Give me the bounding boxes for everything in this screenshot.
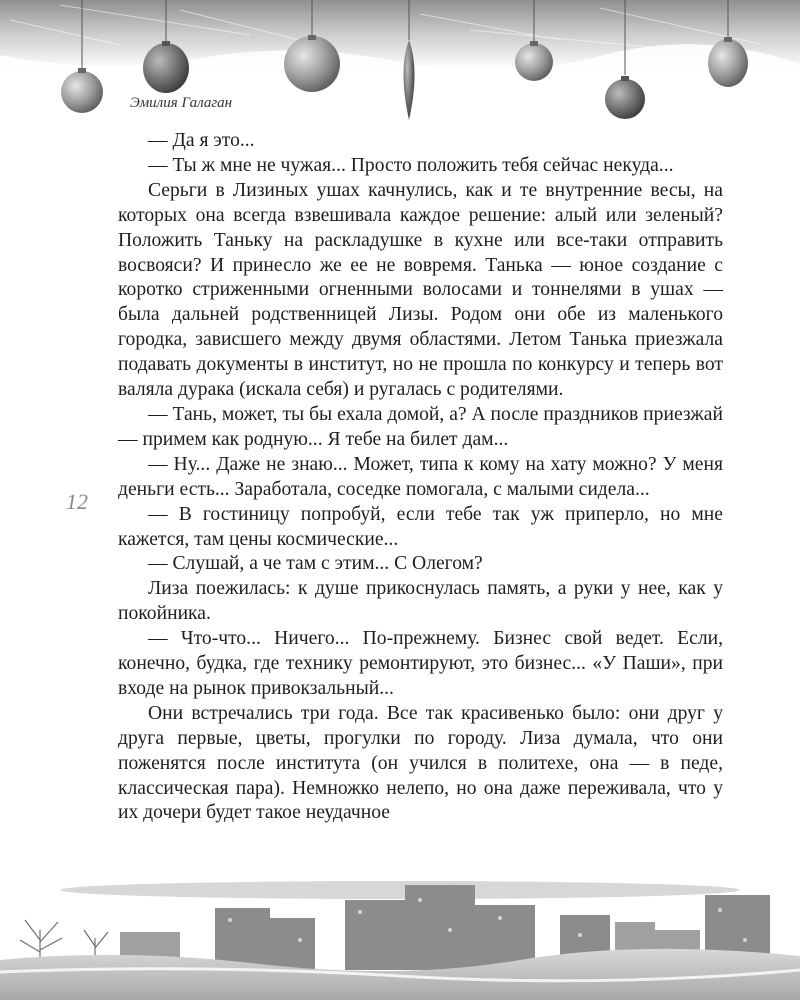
page-number: 12 — [66, 489, 88, 514]
paragraph: — Ну... Даже не знаю... Может, типа к кому на хату можно? У меня деньги есть... Заработала, соседке помогала, с малыми сидела... — [118, 453, 723, 500]
paragraph: — Что-что... Ничего... По-прежнему. Бизнес свой ведет. Если, конечно, будка, где технику ремонтируют, это бизнес... «У Паши», при входе на рынок привокзальный... — [118, 628, 723, 699]
paragraph: — В гостиницу попробуй, если тебе так уж приперло, но мне кажется, там цены космические... — [118, 503, 723, 550]
paragraph: — Ты ж мне не чужая... Просто положить тебя сейчас некуда... — [148, 154, 674, 176]
paragraph: Серьги в Лизиных ушах качнулись, как и те внутренние весы, на которых она всегда взвешивала каждое решение: алый или зеленый? Положить Таньку на раскладушке в кухне или все-таки отправить восвояси? И принесло же ее не вовремя. Танька — юное создание с коротко стриженными огненными волосами и тоннелями в ушах — была дальней родственницей Лизы. Родом они обе из маленького городка, зависшего между двумя областями. Летом Танька приезжала подавать документы в институт, но не прошла по конкурсу и теперь вот валяла дурака (искала себя) и ругалась с родителями. — [118, 179, 723, 401]
paragraph: — Слушай, а че там с этим... С Олегом? — [148, 553, 483, 575]
footer-snowy-city-illustration — [0, 860, 800, 1000]
body-text — [118, 129, 723, 826]
paragraph: Они встречались три года. Все так красивенько было: они друг у друга первые, цветы, прогулки по городу. Лиза думала, что они поженятся после института (он учился в политехе, она — в педе, классическая пара). Немножко нелепо, но она даже переживала, что у их дочери будет такое неудачное — [118, 702, 723, 824]
running-header-author: Эмилия Галаган — [130, 95, 233, 111]
paragraph: Лиза поежилась: к душе прикоснулась память, а руки у нее, как у покойника. — [118, 578, 723, 625]
paragraph: — Тань, может, ты бы ехала домой, а? А после праздников приезжай — примем как родную... Я тебе на билет дам... — [118, 403, 723, 450]
header-ornaments-illustration — [0, 0, 800, 125]
paragraph: — Да я это... — [148, 130, 255, 151]
